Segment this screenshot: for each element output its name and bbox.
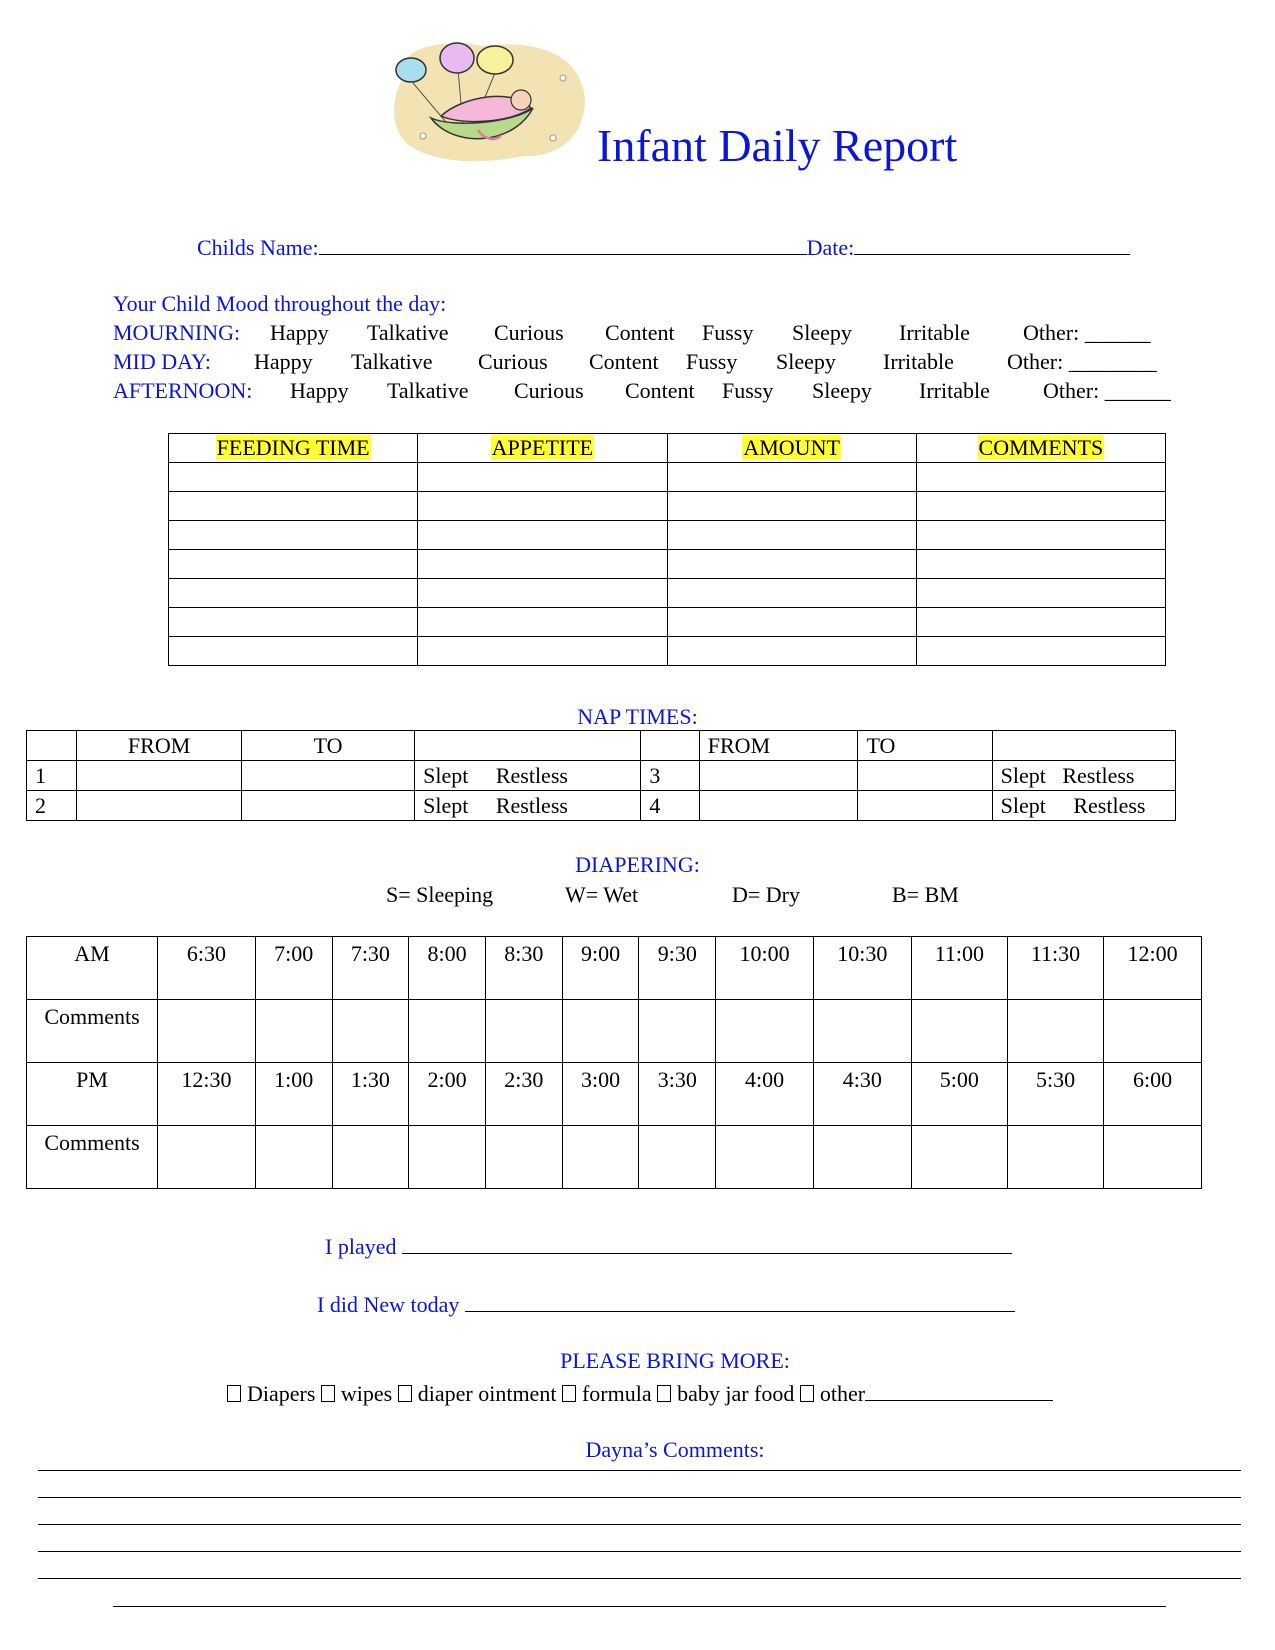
time-cell[interactable]: 1:00 [255, 1063, 332, 1126]
time-cell[interactable]: 11:00 [911, 937, 1007, 1000]
diaper-legend-dry: D= Dry [732, 882, 801, 907]
nap-number: 2 [27, 791, 77, 821]
comment-cell[interactable] [562, 1126, 639, 1189]
table-row [169, 550, 1166, 579]
nap-from-cell[interactable] [699, 761, 858, 791]
table-row [169, 579, 1166, 608]
nap-blank-cell [992, 731, 1175, 761]
time-cell[interactable]: 11:30 [1007, 937, 1103, 1000]
comment-cell[interactable] [158, 1126, 256, 1189]
feeding-cell[interactable] [916, 579, 1165, 608]
mood-option[interactable]: Curious [494, 320, 564, 345]
amount-header: AMOUNT [667, 434, 916, 463]
nap-to-header: TO [242, 731, 415, 761]
table-row [27, 791, 1176, 821]
feeding-cell[interactable] [667, 550, 916, 579]
comment-cell[interactable] [639, 1126, 716, 1189]
checkbox-icon[interactable] [800, 1385, 814, 1402]
feeding-time-header: FEEDING TIME [169, 434, 418, 463]
mood-option[interactable]: Happy [270, 320, 329, 345]
nap-status-cell [992, 761, 1175, 791]
comment-cell[interactable] [562, 1000, 639, 1063]
childs-name-field[interactable] [319, 234, 807, 255]
nap-status-cell [415, 761, 641, 791]
time-cell[interactable]: 12:30 [158, 1063, 256, 1126]
checkbox-icon[interactable] [321, 1385, 335, 1402]
nap-from-cell[interactable] [77, 791, 242, 821]
nap-number: 1 [27, 761, 77, 791]
restless-option[interactable]: Restless [1062, 762, 1135, 788]
mood-option[interactable]: Content [625, 378, 695, 403]
mood-option[interactable]: Curious [478, 349, 548, 374]
comment-cell[interactable] [409, 1000, 486, 1063]
time-cell[interactable]: 5:00 [911, 1063, 1007, 1126]
comment-line[interactable] [38, 1524, 1241, 1525]
am-label: AM [27, 937, 158, 1000]
table-row [169, 463, 1166, 492]
checkbox-icon[interactable] [562, 1385, 576, 1402]
mood-option[interactable]: Sleepy [812, 378, 872, 403]
feeding-cell[interactable] [169, 608, 418, 637]
comment-line[interactable] [38, 1470, 1241, 1471]
comments-label: Comments [27, 1000, 158, 1063]
feeding-cell[interactable] [418, 492, 667, 521]
comment-line[interactable] [38, 1497, 1241, 1498]
nap-status-cell [415, 791, 641, 821]
mood-option[interactable]: Irritable [899, 320, 970, 345]
mood-option[interactable]: Irritable [919, 378, 990, 403]
feeding-cell[interactable] [169, 550, 418, 579]
feeding-cell[interactable] [667, 492, 916, 521]
new-today-label: I did New today [317, 1292, 460, 1317]
childs-name-label: Childs Name: [197, 235, 319, 260]
bring-item-jar-food[interactable]: baby jar food [657, 1381, 794, 1406]
played-label: I played [325, 1234, 397, 1259]
mood-option[interactable]: Talkative [367, 320, 449, 345]
restless-option[interactable]: Restless [1073, 792, 1146, 818]
comment-cell[interactable] [911, 1126, 1007, 1189]
time-cell[interactable]: 8:00 [409, 937, 486, 1000]
nap-from-cell[interactable] [699, 791, 858, 821]
mood-other[interactable]: Other: ______ [1043, 378, 1171, 403]
date-field[interactable] [854, 234, 1130, 255]
mood-option[interactable]: Fussy [702, 320, 754, 345]
comment-cell[interactable] [255, 1000, 332, 1063]
time-cell[interactable]: 2:30 [485, 1063, 562, 1126]
played-field[interactable] [402, 1233, 1012, 1254]
time-cell[interactable]: 12:00 [1104, 937, 1202, 1000]
mood-option[interactable]: Sleepy [792, 320, 852, 345]
comment-cell[interactable] [1104, 1126, 1202, 1189]
checkbox-icon[interactable] [657, 1385, 671, 1402]
time-cell[interactable]: 6:00 [1104, 1063, 1202, 1126]
nap-blank-cell [415, 731, 641, 761]
time-cell[interactable]: 4:00 [716, 1063, 814, 1126]
time-cell[interactable]: 5:30 [1007, 1063, 1103, 1126]
checkbox-icon[interactable] [227, 1385, 241, 1402]
mood-option[interactable]: Happy [254, 349, 313, 374]
time-cell[interactable]: 2:00 [409, 1063, 486, 1126]
child-info-row [197, 234, 1130, 261]
bring-other-field[interactable] [865, 1380, 1053, 1401]
time-cell[interactable]: 7:00 [255, 937, 332, 1000]
bring-item-diapers[interactable]: Diapers [227, 1381, 315, 1406]
time-cell[interactable]: 6:30 [158, 937, 256, 1000]
comments-label: Comments [27, 1126, 158, 1189]
feeding-cell[interactable] [916, 637, 1165, 666]
nap-to-cell[interactable] [858, 761, 992, 791]
feeding-cell[interactable] [667, 521, 916, 550]
nap-from-header: FROM [77, 731, 242, 761]
feeding-cell[interactable] [418, 463, 667, 492]
slept-option[interactable]: Slept [1000, 792, 1046, 818]
nap-to-cell[interactable] [242, 791, 415, 821]
nap-to-cell[interactable] [858, 791, 992, 821]
comment-cell[interactable] [1007, 1126, 1103, 1189]
comment-cell[interactable] [1007, 1000, 1103, 1063]
mood-row-label: AFTERNOON: [113, 378, 253, 403]
comment-line[interactable] [38, 1551, 1241, 1552]
time-cell[interactable]: 10:00 [716, 937, 814, 1000]
date-label: Date: [806, 235, 855, 260]
feeding-table [168, 433, 1166, 666]
baby-balloons-clipart [383, 38, 593, 166]
time-cell[interactable]: 8:30 [485, 937, 562, 1000]
mood-other[interactable]: Other: ______ [1023, 320, 1151, 345]
feeding-cell[interactable] [418, 550, 667, 579]
time-cell[interactable]: 10:30 [813, 937, 911, 1000]
restless-option[interactable]: Restless [495, 792, 568, 818]
mood-option[interactable]: Content [605, 320, 675, 345]
time-cell[interactable]: 3:00 [562, 1063, 639, 1126]
appetite-header: APPETITE [418, 434, 667, 463]
table-row [169, 521, 1166, 550]
nap-times-heading: NAP TIMES: [577, 704, 698, 729]
nap-to-cell[interactable] [242, 761, 415, 791]
feeding-cell[interactable] [169, 463, 418, 492]
nap-from-header: FROM [699, 731, 858, 761]
diaper-legend-sleeping: S= Sleeping [386, 882, 494, 907]
feeding-cell[interactable] [169, 637, 418, 666]
dayna-comments-heading: Dayna’s Comments: [585, 1437, 765, 1462]
new-today-row [317, 1291, 1015, 1318]
mood-heading: Your Child Mood throughout the day: [113, 291, 447, 316]
time-cell[interactable]: 4:30 [813, 1063, 911, 1126]
new-today-field[interactable] [465, 1291, 1015, 1312]
feeding-cell[interactable] [916, 608, 1165, 637]
slept-option[interactable]: Slept [423, 762, 469, 788]
mood-option[interactable]: Sleepy [776, 349, 836, 374]
feeding-cell[interactable] [667, 637, 916, 666]
mood-option[interactable]: Happy [290, 378, 349, 403]
diapering-table [26, 936, 1202, 1189]
bring-more-list [227, 1380, 1053, 1407]
slept-option[interactable]: Slept [1000, 762, 1046, 788]
comment-cell[interactable] [332, 1000, 409, 1063]
mood-option[interactable]: Content [589, 349, 659, 374]
table-row [169, 637, 1166, 666]
table-row [27, 1126, 1202, 1189]
page-title: Infant Daily Report [597, 120, 958, 171]
time-cell[interactable]: 9:30 [639, 937, 716, 1000]
restless-option[interactable]: Restless [495, 762, 568, 788]
diaper-legend-wet: W= Wet [565, 882, 639, 907]
feeding-cell[interactable] [667, 463, 916, 492]
comment-cell[interactable] [409, 1126, 486, 1189]
comment-cell[interactable] [716, 1000, 814, 1063]
feeding-cell[interactable] [667, 608, 916, 637]
comment-cell[interactable] [639, 1000, 716, 1063]
mood-option[interactable]: Talkative [387, 378, 469, 403]
comment-cell[interactable] [813, 1000, 911, 1063]
comment-cell[interactable] [158, 1000, 256, 1063]
table-row [169, 492, 1166, 521]
played-row [325, 1233, 1012, 1260]
nap-table [26, 730, 1176, 821]
table-row [27, 937, 1202, 1000]
feeding-cell[interactable] [916, 550, 1165, 579]
feeding-cell[interactable] [418, 521, 667, 550]
diaper-legend-bm: B= BM [892, 882, 959, 907]
mood-option[interactable]: Talkative [351, 349, 433, 374]
comment-cell[interactable] [332, 1126, 409, 1189]
bring-more-heading: PLEASE BRING MORE: [560, 1348, 790, 1373]
nap-from-cell[interactable] [77, 761, 242, 791]
checkbox-icon[interactable] [398, 1385, 412, 1402]
bring-item-ointment[interactable]: diaper ointment [398, 1381, 557, 1406]
time-cell[interactable]: 9:00 [562, 937, 639, 1000]
table-row [27, 1063, 1202, 1126]
comment-line[interactable] [38, 1578, 1241, 1579]
mood-option[interactable]: Irritable [883, 349, 954, 374]
mood-row-label: MID DAY: [113, 349, 212, 374]
comment-cell[interactable] [485, 1126, 562, 1189]
table-row [169, 608, 1166, 637]
feeding-cell[interactable] [916, 492, 1165, 521]
slept-option[interactable]: Slept [423, 792, 469, 818]
feeding-cell[interactable] [169, 579, 418, 608]
feeding-cell[interactable] [418, 579, 667, 608]
mood-option[interactable]: Curious [514, 378, 584, 403]
nap-blank-cell [27, 731, 77, 761]
mood-option[interactable]: Fussy [686, 349, 738, 374]
diapering-heading: DIAPERING: [575, 852, 700, 877]
bring-item-formula[interactable]: formula [562, 1381, 652, 1406]
feeding-cell[interactable] [916, 463, 1165, 492]
time-cell[interactable]: 3:30 [639, 1063, 716, 1126]
comment-line[interactable] [113, 1606, 1166, 1607]
mood-other[interactable]: Other: ________ [1007, 349, 1157, 374]
time-cell[interactable]: 1:30 [332, 1063, 409, 1126]
nap-number: 3 [641, 761, 699, 791]
bring-item-wipes[interactable]: wipes [321, 1381, 392, 1406]
mood-row-label: MOURNING: [113, 320, 241, 345]
feeding-cell[interactable] [169, 492, 418, 521]
nap-blank-cell [641, 731, 699, 761]
comment-cell[interactable] [716, 1126, 814, 1189]
feeding-cell[interactable] [667, 579, 916, 608]
comments-header: COMMENTS [916, 434, 1165, 463]
comment-cell[interactable] [485, 1000, 562, 1063]
time-cell[interactable]: 7:30 [332, 937, 409, 1000]
comment-cell[interactable] [255, 1126, 332, 1189]
pm-label: PM [27, 1063, 158, 1126]
mood-option[interactable]: Fussy [722, 378, 774, 403]
nap-to-header: TO [858, 731, 992, 761]
feeding-cell[interactable] [418, 637, 667, 666]
nap-status-cell [992, 791, 1175, 821]
comment-cell[interactable] [1104, 1000, 1202, 1063]
bring-item-other[interactable]: other [800, 1381, 865, 1406]
feeding-cell[interactable] [418, 608, 667, 637]
comment-cell[interactable] [911, 1000, 1007, 1063]
feeding-cell[interactable] [169, 521, 418, 550]
table-row [27, 761, 1176, 791]
nap-number: 4 [641, 791, 699, 821]
comment-cell[interactable] [813, 1126, 911, 1189]
feeding-cell[interactable] [916, 521, 1165, 550]
table-row [27, 1000, 1202, 1063]
